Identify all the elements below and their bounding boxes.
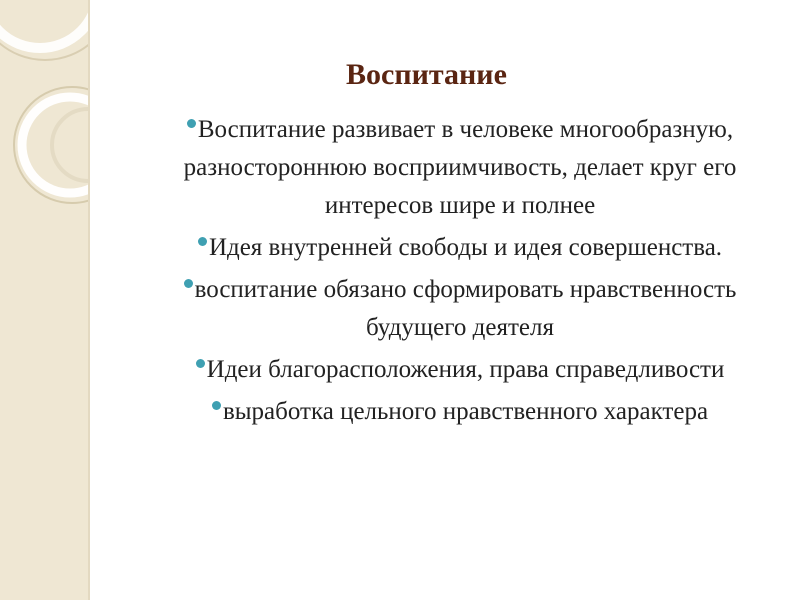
bullet-icon — [196, 359, 205, 368]
bullet-item — [140, 229, 780, 267]
bullet-text: Воспитание развивает в человеке многообразную, разностороннюю восприимчивость, делает круг его интересов шире и полнее — [183, 116, 737, 219]
sidebar-divider — [88, 0, 90, 600]
decorative-circles — [0, 0, 88, 600]
bullet-icon — [184, 279, 193, 288]
bullet-item — [140, 111, 780, 225]
bullet-icon — [212, 401, 221, 410]
decorative-sidebar — [0, 0, 88, 600]
slide-title: Воспитание — [346, 58, 507, 91]
bullet-icon — [198, 237, 207, 246]
bullet-icon — [187, 119, 196, 128]
bullet-text: Идеи благорасположения, права справедливости — [206, 356, 725, 383]
bullet-item — [140, 393, 780, 431]
bullet-text: выработка цельного нравственного характера — [222, 398, 709, 425]
bullet-item — [140, 271, 780, 347]
bullet-text: Идея внутренней свободы и идея совершенства. — [208, 234, 723, 261]
bullet-text: воспитание обязано сформировать нравственность будущего деятеля — [194, 276, 737, 341]
bullet-item — [140, 351, 780, 389]
bullet-list — [140, 111, 780, 435]
